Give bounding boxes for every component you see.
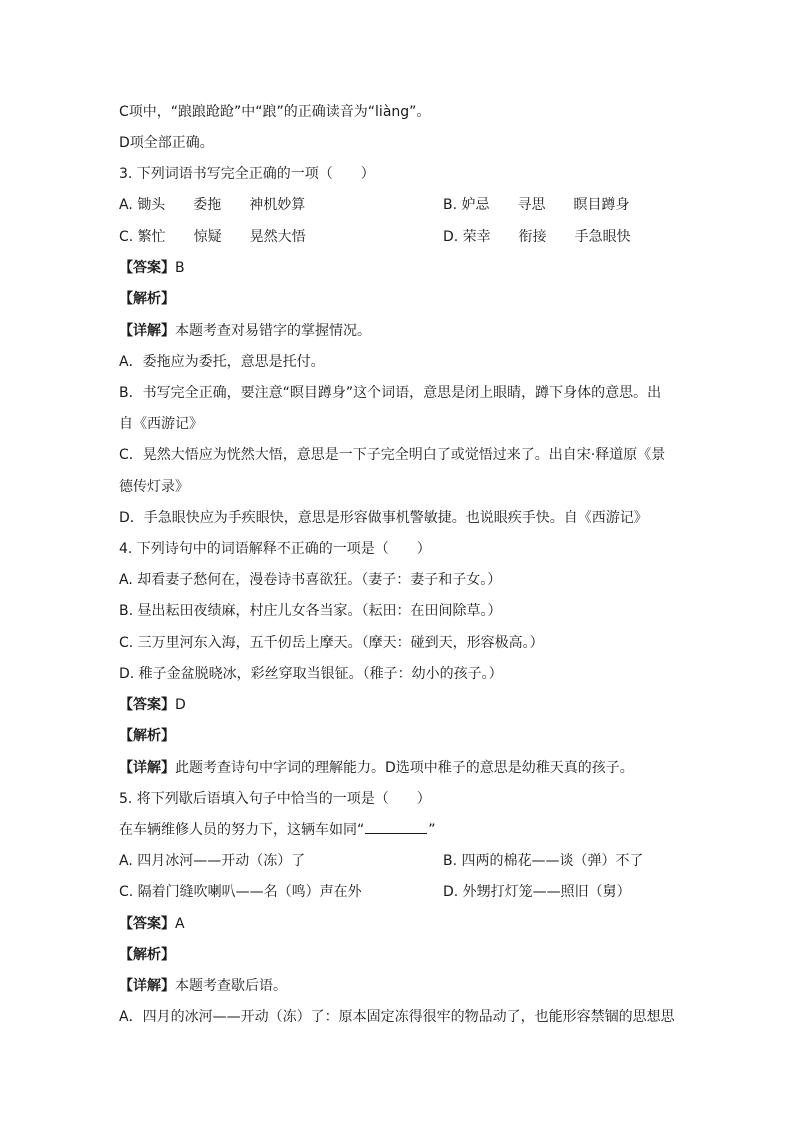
q3-options-row-1 — [119, 194, 679, 216]
q5-analysis-tag: 【解析】 — [119, 947, 175, 963]
q4-option-d: D. 稚子金盆脱晓冰，彩丝穿取当银钲。（稚子：幼小的孩子。） — [119, 666, 503, 682]
question-3: 3. 下列词语书写完全正确的一项（ ） — [119, 166, 375, 182]
q3-explain-c-2: 德传灯录》 — [119, 479, 189, 495]
q3-option-b: B. 妒忌 寻思 瞑目蹲身 — [443, 197, 630, 213]
q5-stem-post: ” — [428, 822, 436, 838]
q3-option-c: C. 繁忙 惊疑 晃然大悟 — [119, 229, 306, 245]
q5-option-d: D. 外甥打灯笼——照旧（舅） — [443, 884, 631, 900]
q3-detail — [119, 320, 679, 342]
q5-option-b: B. 四两的棉花——谈（弹）不了 — [443, 853, 644, 869]
detail-tag: 【详解】 — [119, 760, 175, 776]
q3-explain-c-1: C．晃然大悟应为恍然大悟，意思是一下子完全明白了或觉悟过来了。出自宋·释道原《景 — [119, 447, 666, 463]
q5-options-row-2 — [119, 881, 679, 903]
q3-option-a: A. 锄头 委拖 神机妙算 — [119, 197, 306, 213]
q4-option-b: B. 昼出耘田夜绩麻，村庄儿女各当家。（耘田：在田间除草。） — [119, 603, 502, 619]
detail-text: 此题考查诗句中字词的理解能力。D选项中稚子的意思是幼稚天真的孩子。 — [175, 760, 634, 776]
q4-detail — [119, 757, 679, 779]
q5-detail — [119, 975, 679, 997]
d-item-note: D项全部正确。 — [119, 135, 214, 151]
q3-explain-b-1: B．书写完全正确，要注意“瞑目蹲身”这个词语，意思是闭上眼睛，蹲下身体的意思。出 — [119, 385, 662, 401]
q3-option-d: D. 荣幸 衔接 手急眼快 — [443, 229, 631, 245]
q3-answer — [119, 257, 679, 279]
detail-text: 本题考查歇后语。 — [175, 978, 287, 994]
q3-explain-b-2: 自《西游记》 — [119, 416, 203, 432]
question-5: 5. 将下列歇后语填入句子中恰当的一项是（ ） — [119, 791, 431, 807]
q5-options-row-1 — [119, 850, 679, 872]
q5-stem — [119, 819, 679, 841]
answer-tag: 【答案】 — [119, 260, 175, 276]
q4-option-a: A. 却看妻子愁何在，漫卷诗书喜欲狂。（妻子：妻子和子女。） — [119, 572, 502, 588]
q4-analysis-tag: 【解析】 — [119, 728, 175, 744]
answer-tag: 【答案】 — [119, 916, 175, 932]
q4-option-c: C. 三万里河东入海，五千仞岳上摩天。（摩天：碰到天，形容极高。） — [119, 635, 544, 651]
question-4: 4. 下列诗句中的词语解释不正确的一项是（ ） — [119, 541, 431, 557]
detail-tag: 【详解】 — [119, 323, 175, 339]
detail-tag: 【详解】 — [119, 978, 175, 994]
q5-option-a: A. 四月冰河——开动（冻）了 — [119, 853, 306, 869]
c-item-note: C项中，“踉踉跄跄”中“踉”的正确读音为“liàng”。 — [119, 104, 431, 120]
answer-value: A — [175, 916, 185, 932]
q5-blank — [365, 819, 427, 834]
q3-options-row-2 — [119, 226, 679, 248]
answer-tag: 【答案】 — [119, 697, 175, 713]
q4-answer — [119, 694, 679, 716]
q3-explain-d: D．手急眼快应为手疾眼快，意思是形容做事机警敏捷。也说眼疾手快。自《西游记》 — [119, 510, 648, 526]
q5-stem-pre: 在车辆维修人员的努力下，这辆车如同“ — [119, 822, 365, 838]
detail-text: 本题考查对易错字的掌握情况。 — [175, 323, 371, 339]
answer-value: B — [175, 260, 185, 276]
q5-answer — [119, 913, 679, 935]
q5-explain-a: A．四月的冰河——开动（冻）了：原本固定冻得很牢的物品动了，也能形容禁锢的思想思 — [119, 1009, 675, 1025]
answer-value: D — [175, 697, 186, 713]
q3-analysis-tag: 【解析】 — [119, 291, 175, 307]
q5-option-c: C. 隔着门缝吹喇叭——名（鸣）声在外 — [119, 884, 362, 900]
q3-explain-a: A．委拖应为委托，意思是托付。 — [119, 354, 325, 370]
